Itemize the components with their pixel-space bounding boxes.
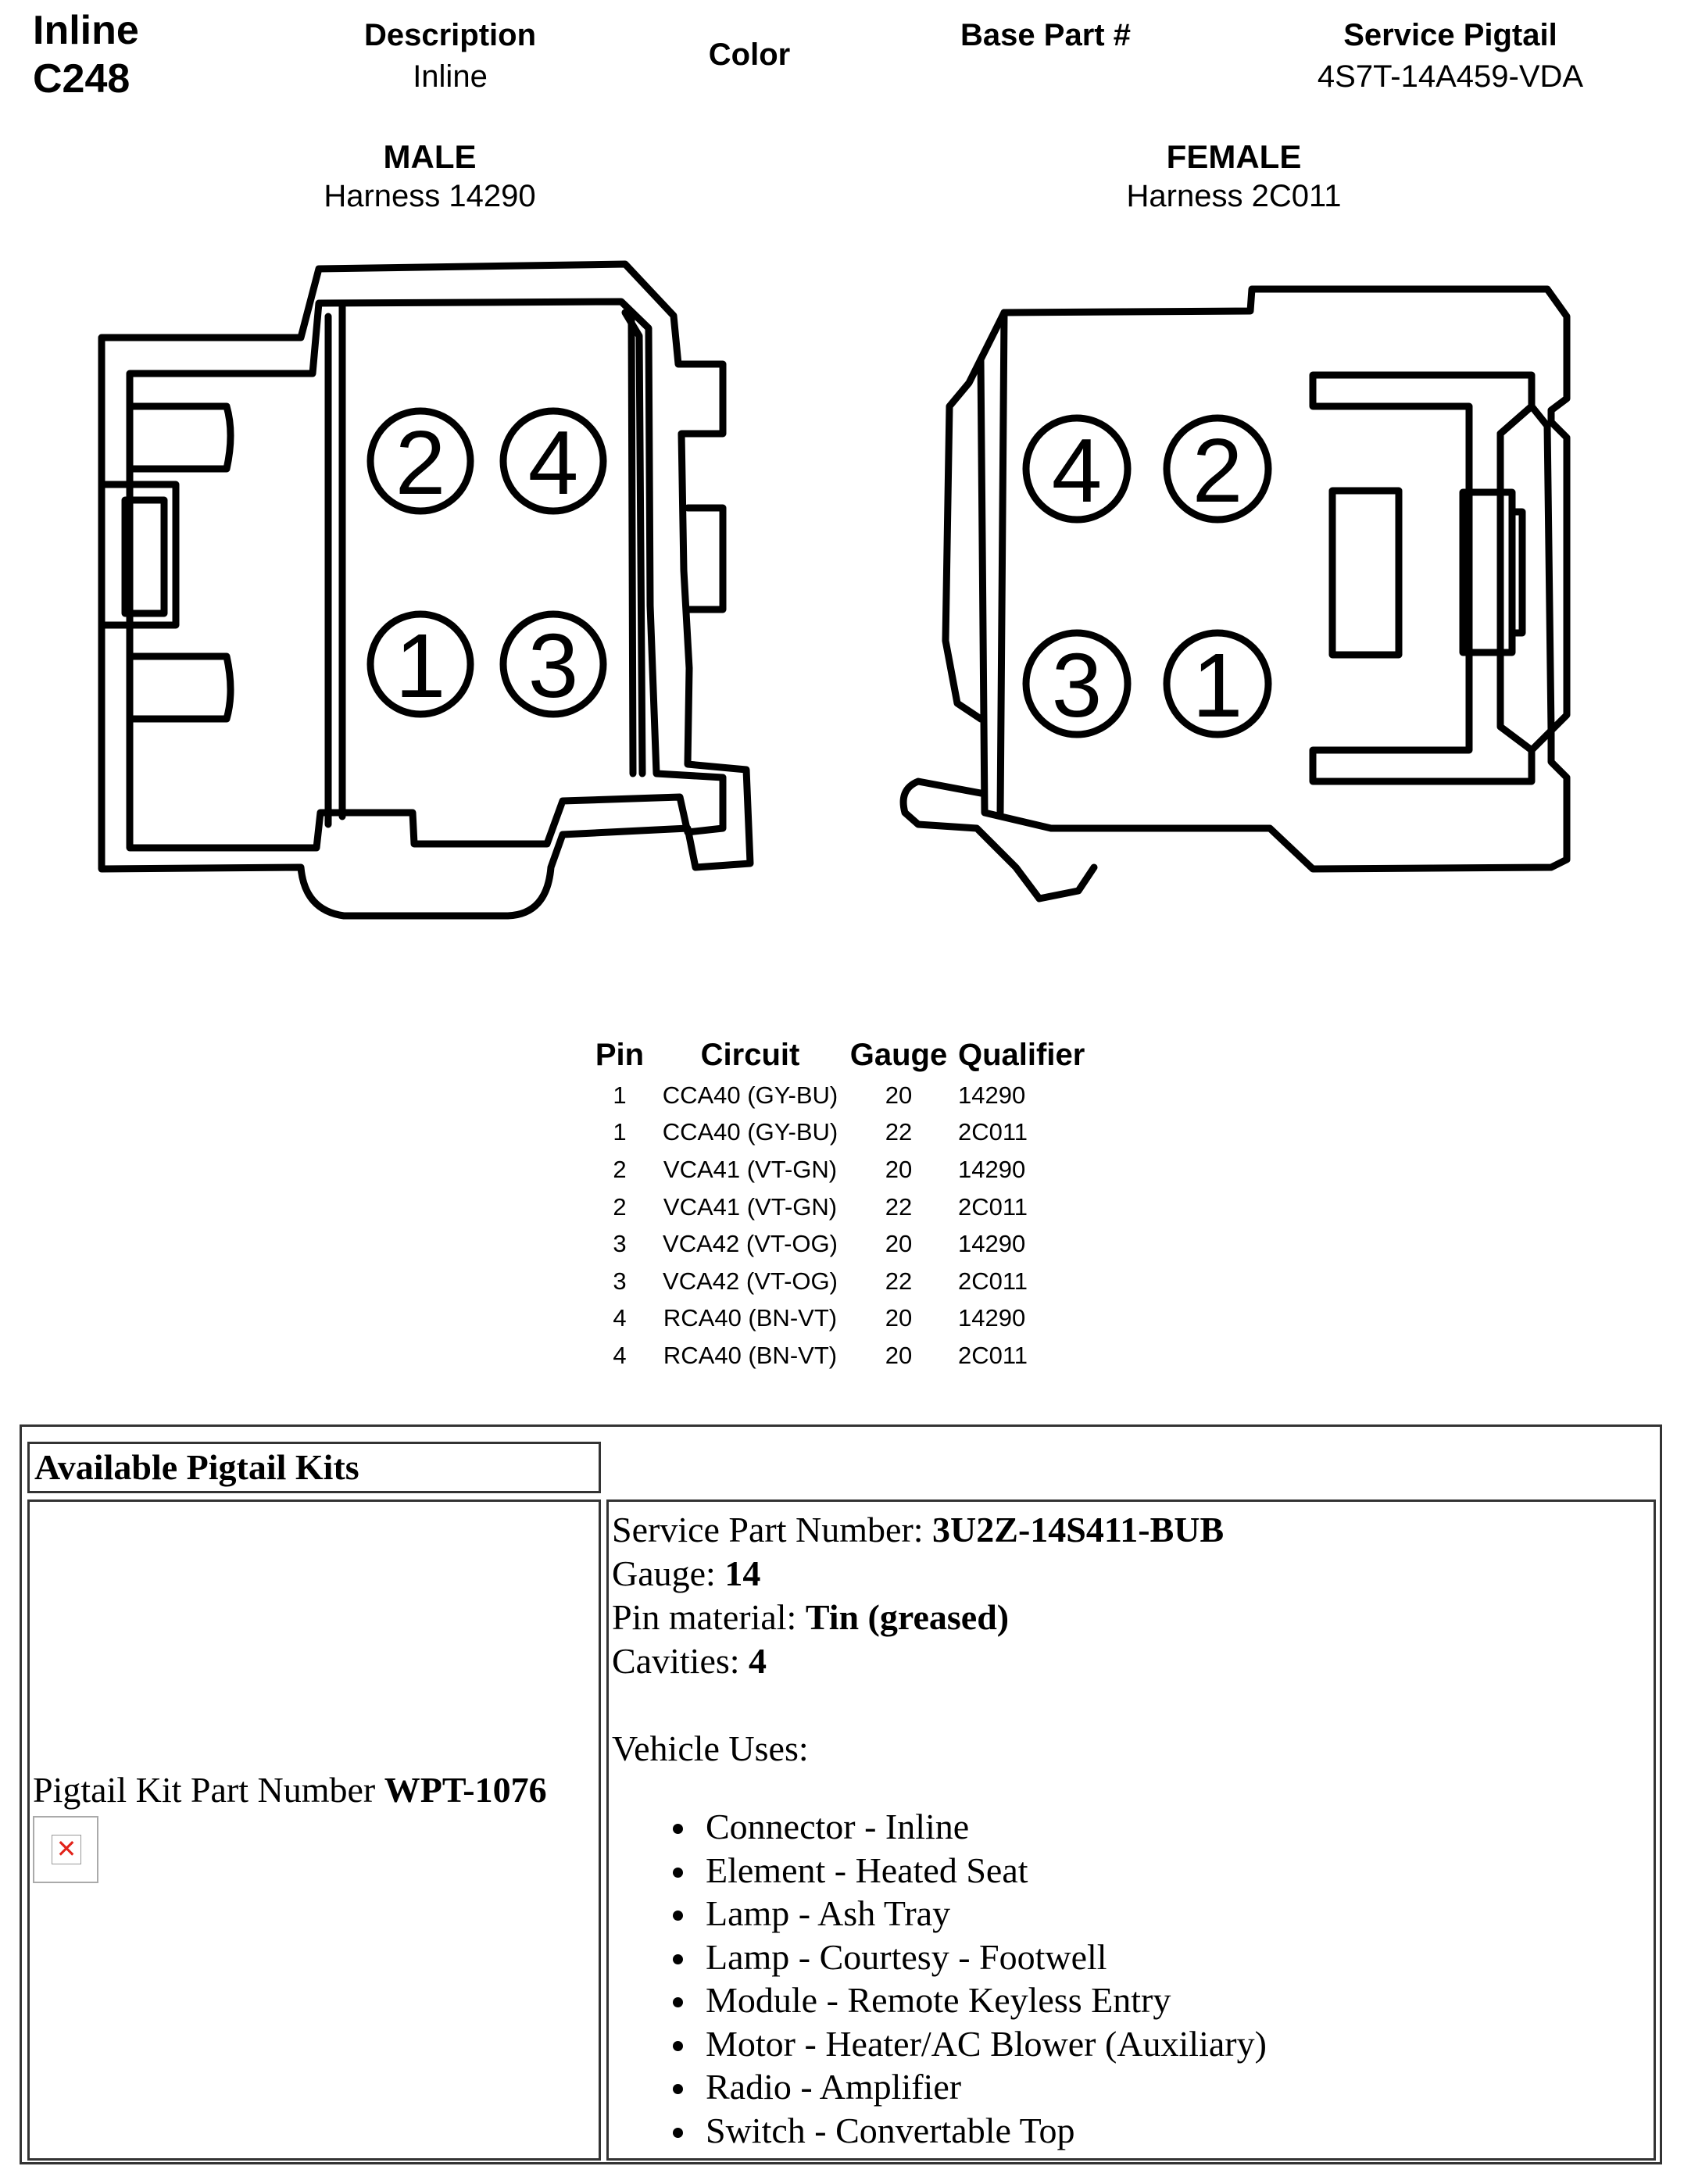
male-harness: Harness 14290 xyxy=(324,179,536,213)
table-row xyxy=(578,1337,1114,1374)
qualifier-cell: 2C011 xyxy=(958,1192,1028,1221)
qualifier-cell: 2C011 xyxy=(958,1267,1028,1295)
service-part-label: Service Part Number: xyxy=(612,1510,933,1550)
circuit-cell: VCA41 (VT-GN) xyxy=(663,1155,838,1183)
gauge-cell: 20 xyxy=(885,1081,913,1109)
gauge-cell: 20 xyxy=(885,1155,913,1183)
pin-cell: 4 xyxy=(613,1304,627,1332)
circuit-cell: RCA40 (BN-VT) xyxy=(663,1341,838,1369)
pin-table-header-row xyxy=(578,1033,1114,1077)
pigtail-kits-table xyxy=(20,1424,1662,2164)
gauge-cell: 22 xyxy=(885,1118,913,1146)
gauge-cell: 20 xyxy=(885,1304,913,1332)
pigtail-kit-part-value: WPT-1076 xyxy=(384,1770,547,1810)
broken-image-icon: ✕ xyxy=(52,1835,81,1864)
pigtail-kit-part-label: Pigtail Kit Part Number xyxy=(33,1770,384,1810)
circuit-cell: CCA40 (GY-BU) xyxy=(662,1118,838,1146)
list-item: Lamp - Ash Tray xyxy=(706,1892,1654,1936)
description-value: Inline xyxy=(413,59,488,94)
pin-material-value: Tin (greased) xyxy=(805,1597,1010,1637)
male-title: MALE xyxy=(383,138,477,175)
male-pin-top-left-label: 2 xyxy=(395,412,446,513)
list-item: Element - Heated Seat xyxy=(706,1849,1654,1893)
male-pin-bottom-right-label: 3 xyxy=(527,615,579,717)
gauge-column-header: Gauge xyxy=(849,1037,948,1072)
circuit-cell: RCA40 (BN-VT) xyxy=(663,1304,838,1332)
table-row xyxy=(578,1151,1114,1189)
qualifier-cell: 2C011 xyxy=(958,1118,1028,1146)
gauge-cell: 20 xyxy=(885,1341,913,1369)
table-row xyxy=(578,1263,1114,1300)
cavities-line xyxy=(612,1639,1654,1683)
circuit-column-header: Circuit xyxy=(700,1037,800,1072)
pin-cell: 2 xyxy=(613,1192,627,1221)
list-item: Module - Remote Keyless Entry xyxy=(706,1978,1654,2022)
base-part-label: Base Part # xyxy=(960,18,1131,52)
female-connector-diagram xyxy=(0,0,1684,938)
gauge-line xyxy=(612,1552,1654,1596)
pin-cell: 1 xyxy=(613,1081,627,1109)
list-item: Radio - Amplifier xyxy=(706,2065,1654,2109)
circuit-cell: CCA40 (GY-BU) xyxy=(662,1081,838,1109)
list-item: Lamp - Courtesy - Footwell xyxy=(706,1936,1654,1979)
male-pin-top-right-label: 4 xyxy=(527,412,579,513)
qualifier-cell: 14290 xyxy=(958,1304,1026,1332)
qualifier-column-header: Qualifier xyxy=(958,1037,1085,1072)
male-pin-bottom-left-label: 1 xyxy=(395,615,446,717)
female-pin-top-right-label: 2 xyxy=(1192,420,1243,521)
pigtail-kit-part-number xyxy=(33,1769,547,1810)
qualifier-cell: 14290 xyxy=(958,1230,1026,1258)
pin-material-line xyxy=(612,1596,1654,1639)
pigtail-kit-details xyxy=(606,1499,1656,2161)
pigtail-kits-title: Available Pigtail Kits xyxy=(27,1442,601,1493)
connector-number: C248 xyxy=(33,56,131,102)
qualifier-cell: 14290 xyxy=(958,1155,1026,1183)
list-item: Motor - Heater/AC Blower (Auxiliary) xyxy=(706,2022,1654,2066)
cavities-label: Cavities: xyxy=(612,1641,749,1681)
pin-column-header: Pin xyxy=(595,1037,645,1072)
table-row xyxy=(578,1114,1114,1152)
pigtail-kit-cell xyxy=(27,1499,601,2161)
list-item: Switch - Convertable Top xyxy=(706,2109,1654,2153)
connector-type: Inline xyxy=(33,8,139,53)
broken-image-placeholder xyxy=(33,1816,98,1883)
spacer xyxy=(612,1683,1654,1727)
female-pin-top-left-label: 4 xyxy=(1051,420,1103,521)
vehicle-uses-label: Vehicle Uses: xyxy=(612,1728,809,1768)
pin-cell: 2 xyxy=(613,1155,627,1183)
pin-cell: 3 xyxy=(613,1267,627,1295)
gauge-label: Gauge: xyxy=(612,1553,725,1593)
female-pin-bottom-right-label: 1 xyxy=(1192,634,1243,736)
circuit-cell: VCA41 (VT-GN) xyxy=(663,1192,838,1221)
vehicle-uses-list xyxy=(612,1805,1654,2152)
gauge-cell: 20 xyxy=(885,1230,913,1258)
color-label: Color xyxy=(708,38,791,72)
cavities-value: 4 xyxy=(749,1641,767,1681)
service-part-number-line xyxy=(612,1508,1654,1552)
pin-cell: 4 xyxy=(613,1341,627,1369)
qualifier-cell: 2C011 xyxy=(958,1341,1028,1369)
table-row xyxy=(578,1300,1114,1338)
female-harness: Harness 2C011 xyxy=(1126,179,1342,213)
pin-cell: 3 xyxy=(613,1230,627,1258)
gauge-value: 14 xyxy=(724,1553,761,1593)
female-title: FEMALE xyxy=(1166,138,1302,175)
service-pigtail-label: Service Pigtail xyxy=(1343,18,1557,52)
qualifier-cell: 14290 xyxy=(958,1081,1026,1109)
pin-material-label: Pin material: xyxy=(612,1597,806,1637)
pin-cell: 1 xyxy=(613,1118,627,1146)
circuit-cell: VCA42 (VT-OG) xyxy=(663,1230,838,1258)
description-label: Description xyxy=(363,18,537,52)
pin-circuit-table xyxy=(578,1033,1114,1374)
table-row xyxy=(578,1189,1114,1226)
gauge-cell: 22 xyxy=(885,1192,913,1221)
gauge-cell: 22 xyxy=(885,1267,913,1295)
service-pigtail-value: 4S7T-14A459-VDA xyxy=(1317,59,1584,94)
service-part-value: 3U2Z-14S411-BUB xyxy=(932,1510,1225,1550)
table-row xyxy=(578,1225,1114,1263)
circuit-cell: VCA42 (VT-OG) xyxy=(663,1267,838,1295)
female-pin-bottom-left-label: 3 xyxy=(1051,634,1103,736)
list-item: Connector - Inline xyxy=(706,1805,1654,1849)
table-row xyxy=(578,1077,1114,1114)
